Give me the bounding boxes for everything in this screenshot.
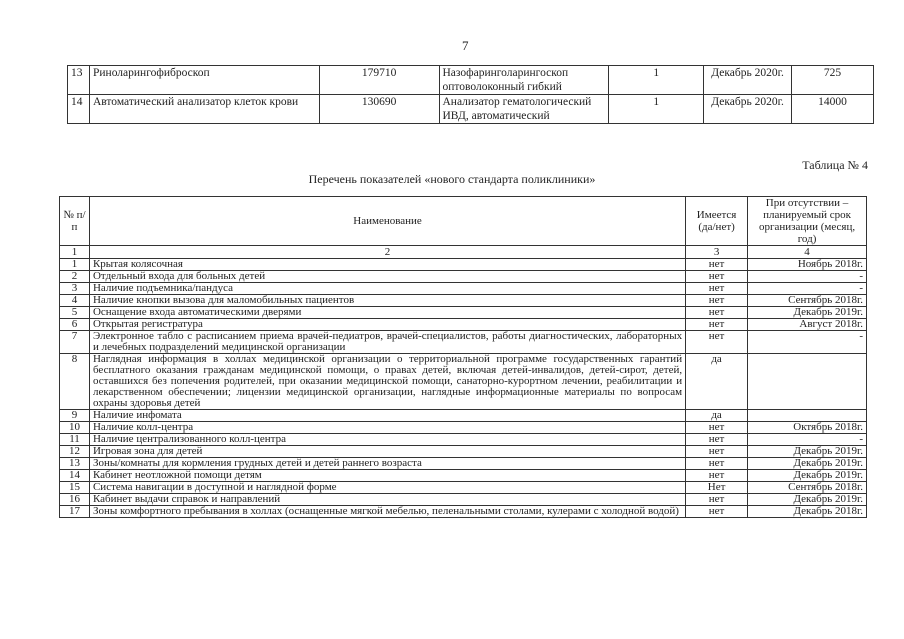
row-number: 7	[60, 331, 90, 354]
header-num: № п/п	[60, 197, 90, 246]
row-name: Система навигации в доступной и наглядной форме	[89, 482, 685, 494]
row-plan: Декабрь 2018г.	[748, 506, 867, 518]
header-has: Имеется (да/нет)	[686, 197, 748, 246]
row-has: нет	[686, 307, 748, 319]
row-name: Игровая зона для детей	[89, 446, 685, 458]
table-row	[68, 95, 874, 124]
row-plan: Сентябрь 2018г.	[748, 482, 867, 494]
row-name: Наличие инфомата	[89, 410, 685, 422]
equipment-code: 130690	[319, 95, 439, 124]
row-number: 15	[60, 482, 90, 494]
table-row	[60, 446, 867, 458]
table-row	[60, 434, 867, 446]
row-number: 14	[60, 470, 90, 482]
row-has: нет	[686, 470, 748, 482]
row-number: 14	[68, 95, 90, 124]
table-caption: Таблица № 4	[802, 158, 868, 172]
row-name: Наличие централизованного колл-центра	[89, 434, 685, 446]
row-number: 10	[60, 422, 90, 434]
row-number: 9	[60, 410, 90, 422]
row-has: нет	[686, 446, 748, 458]
table-row	[60, 283, 867, 295]
row-has: нет	[686, 295, 748, 307]
row-number: 8	[60, 354, 90, 410]
row-plan: -	[748, 331, 867, 354]
equipment-date: Декабрь 2020г.	[704, 66, 792, 95]
equipment-table	[67, 65, 874, 124]
header-row	[60, 197, 867, 246]
table-row	[60, 319, 867, 331]
col-number: 1	[60, 246, 90, 259]
row-has: нет	[686, 434, 748, 446]
row-plan: Сентябрь 2018г.	[748, 295, 867, 307]
row-plan: -	[748, 283, 867, 295]
row-has: нет	[686, 506, 748, 518]
col-number: 4	[748, 246, 867, 259]
equipment-date: Декабрь 2020г.	[704, 95, 792, 124]
row-has: нет	[686, 259, 748, 271]
row-name: Открытая регистратура	[89, 319, 685, 331]
row-plan	[748, 410, 867, 422]
row-has: нет	[686, 494, 748, 506]
row-name: Наличие колл-центра	[89, 422, 685, 434]
equipment-name: Автоматический анализатор клеток крови	[89, 95, 319, 124]
table-row	[60, 410, 867, 422]
row-has: да	[686, 410, 748, 422]
table-row	[60, 458, 867, 470]
row-plan: Август 2018г.	[748, 319, 867, 331]
table-row	[60, 295, 867, 307]
equipment-analog: Назофаринголарингоскоп оптоволоконный гибкий	[439, 66, 609, 95]
row-has: нет	[686, 319, 748, 331]
row-number: 5	[60, 307, 90, 319]
row-has: нет	[686, 331, 748, 354]
row-name: Зоны комфортного пребывания в холлах (оснащенные мягкой мебелью, пеленальными столами, кулерами с холодной водой)	[89, 506, 685, 518]
row-has: да	[686, 354, 748, 410]
table-row	[68, 66, 874, 95]
equipment-qty: 1	[609, 95, 704, 124]
header-plan: При отсутствии – планируемый срок организации (месяц, год)	[748, 197, 867, 246]
equipment-price: 14000	[792, 95, 874, 124]
row-name: Наглядная информация в холлах медицинской организации о территориальной программе государственных гарантий бесплатного оказания гражданам медицинской помощи, о правах детей, включая детей-инвалидов, детей-сирот, детей, оставшихся без попечения родителей, при оказании медицинской помощи, санаторно-курортном лечении, реабилитации и лекарственном обеспечении; лицензии медицинской организации, наглядные информационные материалы по вопросам охраны здоровья детей	[89, 354, 685, 410]
row-has: нет	[686, 283, 748, 295]
col-number: 3	[686, 246, 748, 259]
row-number: 4	[60, 295, 90, 307]
row-plan: Декабрь 2019г.	[748, 307, 867, 319]
row-name: Кабинет выдачи справок и направлений	[89, 494, 685, 506]
table-row	[60, 354, 867, 410]
row-plan: -	[748, 434, 867, 446]
row-plan: -	[748, 271, 867, 283]
table-row	[60, 259, 867, 271]
row-number: 6	[60, 319, 90, 331]
table-row	[60, 422, 867, 434]
equipment-code: 179710	[319, 66, 439, 95]
row-number: 2	[60, 271, 90, 283]
row-has: нет	[686, 271, 748, 283]
table-row	[60, 506, 867, 518]
row-name: Отдельный входа для больных детей	[89, 271, 685, 283]
table-row	[60, 482, 867, 494]
col-number: 2	[89, 246, 685, 259]
row-plan: Ноябрь 2018г.	[748, 259, 867, 271]
table-row	[60, 331, 867, 354]
row-name: Оснащение входа автоматическими дверями	[89, 307, 685, 319]
row-name: Крытая колясочная	[89, 259, 685, 271]
row-name: Наличие подъемника/пандуса	[89, 283, 685, 295]
row-number: 13	[60, 458, 90, 470]
row-name: Наличие кнопки вызова для маломобильных пациентов	[89, 295, 685, 307]
row-plan: Декабрь 2019г.	[748, 446, 867, 458]
row-number: 12	[60, 446, 90, 458]
equipment-analog: Анализатор гематологический ИВД, автоматический	[439, 95, 609, 124]
equipment-name: Риноларингофиброскоп	[89, 66, 319, 95]
table-row	[60, 494, 867, 506]
equipment-qty: 1	[609, 66, 704, 95]
row-plan: Декабрь 2019г.	[748, 458, 867, 470]
table-row	[60, 470, 867, 482]
column-number-row	[60, 246, 867, 259]
row-number: 13	[68, 66, 90, 95]
row-plan	[748, 354, 867, 410]
indicators-table	[59, 196, 867, 518]
row-has: нет	[686, 422, 748, 434]
row-number: 3	[60, 283, 90, 295]
row-number: 16	[60, 494, 90, 506]
row-name: Электронное табло с расписанием приема врачей-педиатров, врачей-специалистов, работы диагностических, лабораторных и лечебных подразделений медицинской организации	[89, 331, 685, 354]
row-number: 11	[60, 434, 90, 446]
row-has: нет	[686, 458, 748, 470]
row-plan: Октябрь 2018г.	[748, 422, 867, 434]
table-row	[60, 307, 867, 319]
row-plan: Декабрь 2019г.	[748, 494, 867, 506]
header-name: Наименование	[89, 197, 685, 246]
equipment-price: 725	[792, 66, 874, 95]
table-row	[60, 271, 867, 283]
row-number: 17	[60, 506, 90, 518]
row-has: Нет	[686, 482, 748, 494]
row-name: Зоны/комнаты для кормления грудных детей и детей раннего возраста	[89, 458, 685, 470]
row-name: Кабинет неотложной помощи детям	[89, 470, 685, 482]
page-number: 7	[462, 38, 469, 53]
row-number: 1	[60, 259, 90, 271]
row-plan: Декабрь 2019г.	[748, 470, 867, 482]
table-title: Перечень показателей «нового стандарта поликлиники»	[308, 172, 596, 186]
